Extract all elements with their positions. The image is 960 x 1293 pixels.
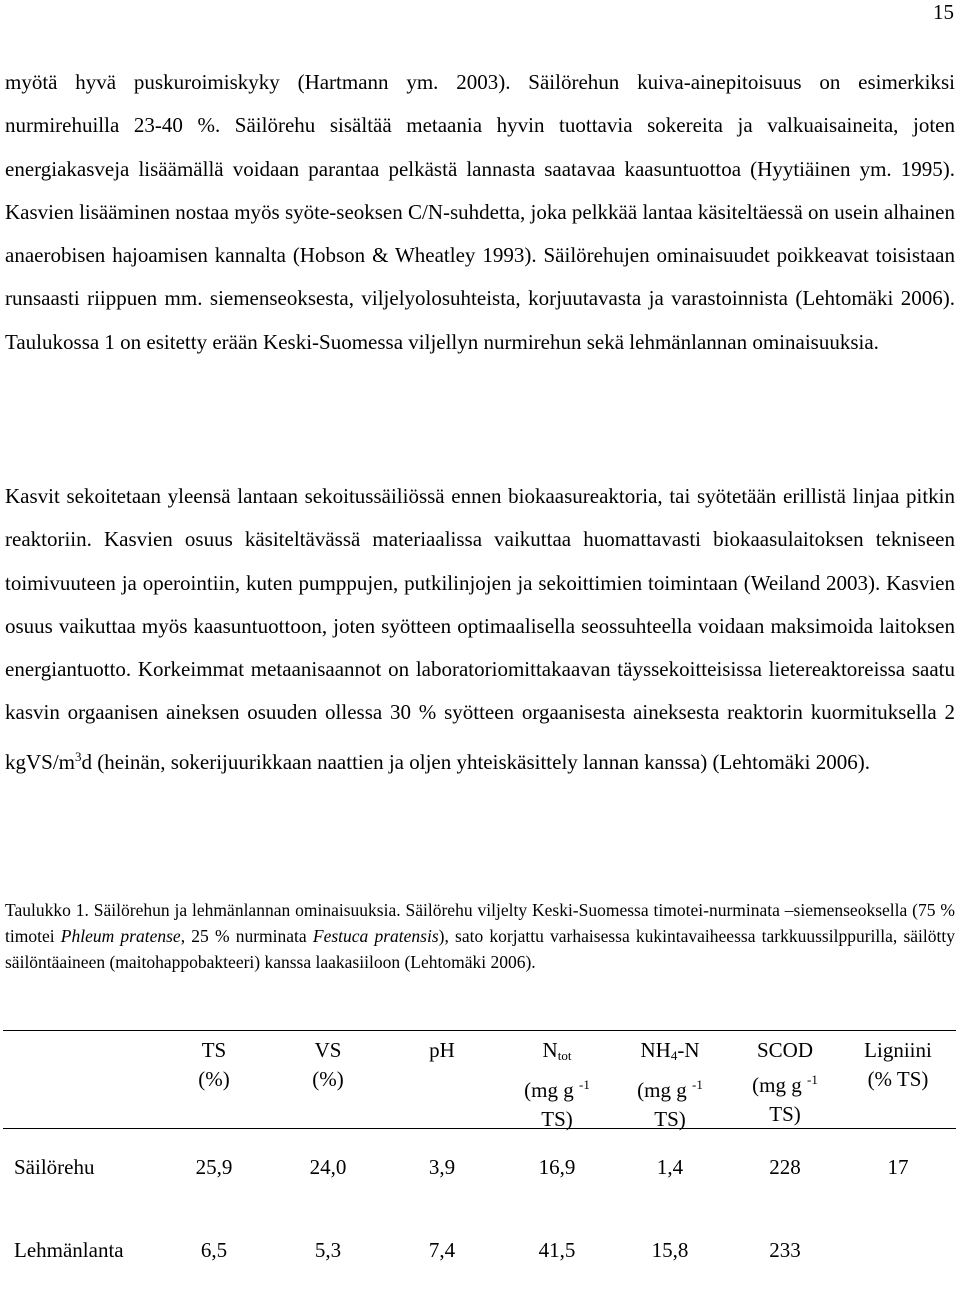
header-nh4n-main-a: NH	[640, 1038, 671, 1062]
header-nh4n	[620, 1036, 720, 1134]
header-ntot-unit-end: TS)	[541, 1107, 573, 1131]
superscript-3: 3	[75, 748, 82, 764]
header-ntot-main: N	[542, 1038, 558, 1062]
header-vs	[286, 1036, 370, 1094]
header-scod-sup: -1	[806, 1072, 818, 1087]
header-vs-unit: (%)	[312, 1067, 344, 1091]
header-nh4n-sup: -1	[691, 1077, 703, 1092]
table-cell: 3,9	[428, 1155, 456, 1179]
header-vs-label: VS	[314, 1038, 342, 1062]
table-top-rule	[3, 1030, 956, 1031]
table-cell: 5,3	[314, 1238, 342, 1262]
page-number: 15	[933, 0, 954, 24]
caption-text-3: ), sato korjattu varhaisessa kukintavaiheessa tarkkuussilppurilla, säilötty säilöntäaineen (maitohappobakteeri) kanssa laakasiiloon (Lehtomäki 2006).	[5, 925, 955, 972]
caption-text-1: Taulukko 1. Säilörehun ja lehmänlannan ominaisuuksia. Säilörehu viljelty Keski-Suomessa timotei-nurminata –siemenseoksella (75 % timotei	[5, 900, 955, 946]
header-scod-unit	[735, 1065, 835, 1100]
header-nh4n-main-b: -N	[677, 1038, 700, 1062]
header-nh4n-unit-text: (mg g	[637, 1078, 687, 1102]
header-nh4n-sub: 4	[670, 1048, 678, 1063]
table-cell: 15,8	[651, 1238, 689, 1262]
header-ntot-sub: tot	[557, 1048, 572, 1063]
header-ts	[172, 1036, 256, 1094]
caption-italic-2: Festuca pratensis	[312, 925, 439, 946]
table-cell: 228	[769, 1155, 801, 1179]
table-cell: 25,9	[195, 1155, 233, 1179]
table-cell: 17	[887, 1155, 909, 1179]
table-cell: 7,4	[428, 1238, 456, 1262]
header-scod-unit-end: TS)	[769, 1102, 801, 1126]
body-paragraph-2	[5, 475, 955, 784]
header-ntot	[507, 1036, 607, 1134]
header-ligniini	[848, 1036, 948, 1094]
row-label-lehmanlanta: Lehmänlanta	[14, 1238, 124, 1262]
table-cell: 233	[769, 1238, 801, 1262]
header-scod-unit-text: (mg g	[752, 1073, 802, 1097]
header-ntot-label	[507, 1036, 607, 1070]
table-cell: 16,9	[538, 1155, 576, 1179]
paragraph-2-text-b: d (heinän, sokerijuurikkaan naattien ja oljen yhteiskäsittely lannan kanssa) (Lehtomäki 2006).	[81, 749, 870, 774]
header-ntot-unit	[507, 1070, 607, 1105]
header-nh4n-unit	[620, 1070, 720, 1105]
table-cell: 6,5	[200, 1238, 228, 1262]
caption-text-2: , 25 % nurminata	[180, 925, 313, 946]
table-cell: 24,0	[309, 1155, 347, 1179]
caption-italic-1: Phleum pratense	[60, 925, 181, 946]
header-nh4n-unit-end: TS)	[654, 1107, 686, 1131]
header-ts-label: TS	[201, 1038, 227, 1062]
row-label-sailorehu: Säilörehu	[14, 1155, 95, 1179]
table-cell: 1,4	[656, 1155, 684, 1179]
paragraph-2-text-a: Kasvit sekoitetaan yleensä lantaan sekoitussäiliössä ennen biokaasureaktoria, tai syötetään erillistä linjaa pitkin reaktoriin. Kasvien osuus käsiteltävässä materiaalissa vaikuttaa huomattavasti biokaasulaitoksen tekniseen toimivuuteen ja operointiin, kuten pumppujen, putkilinjojen ja sekoittimien toimintaan (Weiland 2003). Kasvien osuus vaikuttaa myös kaasuntuottoon, joten syötteen optimaalisella seossuhteella voidaan maksimoida laitoksen energiantuotto. Korkeimmat metaanisaannot on laboratoriomittakaavan täyssekoitteisissa lietereaktoreissa saatu kasvin orgaanisen aineksen osuuden ollessa 30 % syötteen orgaanisesta aineksesta reaktorin kuormituksella 2 kgVS/m	[5, 484, 955, 774]
header-ntot-unit-text: (mg g	[524, 1078, 574, 1102]
header-scod	[735, 1036, 835, 1129]
header-ligniini-label: Ligniini	[864, 1038, 932, 1062]
header-nh4n-label	[620, 1036, 720, 1070]
header-ts-unit: (%)	[198, 1067, 230, 1091]
header-scod-label: SCOD	[756, 1038, 814, 1062]
table-caption	[5, 898, 955, 975]
header-ligniini-unit: (% TS)	[867, 1067, 929, 1091]
header-ph	[400, 1036, 484, 1065]
header-ntot-sup: -1	[578, 1077, 590, 1092]
table-cell: 41,5	[538, 1238, 576, 1262]
body-paragraph-1: myötä hyvä puskuroimiskyky (Hartmann ym. 2003). Säilörehun kuiva-ainepitoisuus on esimerkiksi nurmirehuilla 23-40 %. Säilörehu sisältää metaania hyvin tuottavia sokereita ja valkuaisaineita, joten energiakasveja lisäämällä voidaan parantaa pelkästä lannasta saatavaa kaasuntuottoa (Hyytiäinen ym. 1995). Kasvien lisääminen nostaa myös syöte-seoksen C/N-suhdetta, joka pelkkää lantaa käsiteltäessä on usein alhainen anaerobisen hajoamisen kannalta (Hobson & Wheatley 1993). Säilörehujen ominaisuudet poikkeavat toisistaan runsaasti riippuen mm. siemenseoksesta, viljelyolosuhteista, korjuutavasta ja varastoinnista (Lehtomäki 2006). Taulukossa 1 on esitetty erään Keski-Suomessa viljellyn nurmirehun sekä lehmänlannan ominaisuuksia.	[5, 70, 955, 354]
header-ph-label: pH	[429, 1038, 455, 1062]
